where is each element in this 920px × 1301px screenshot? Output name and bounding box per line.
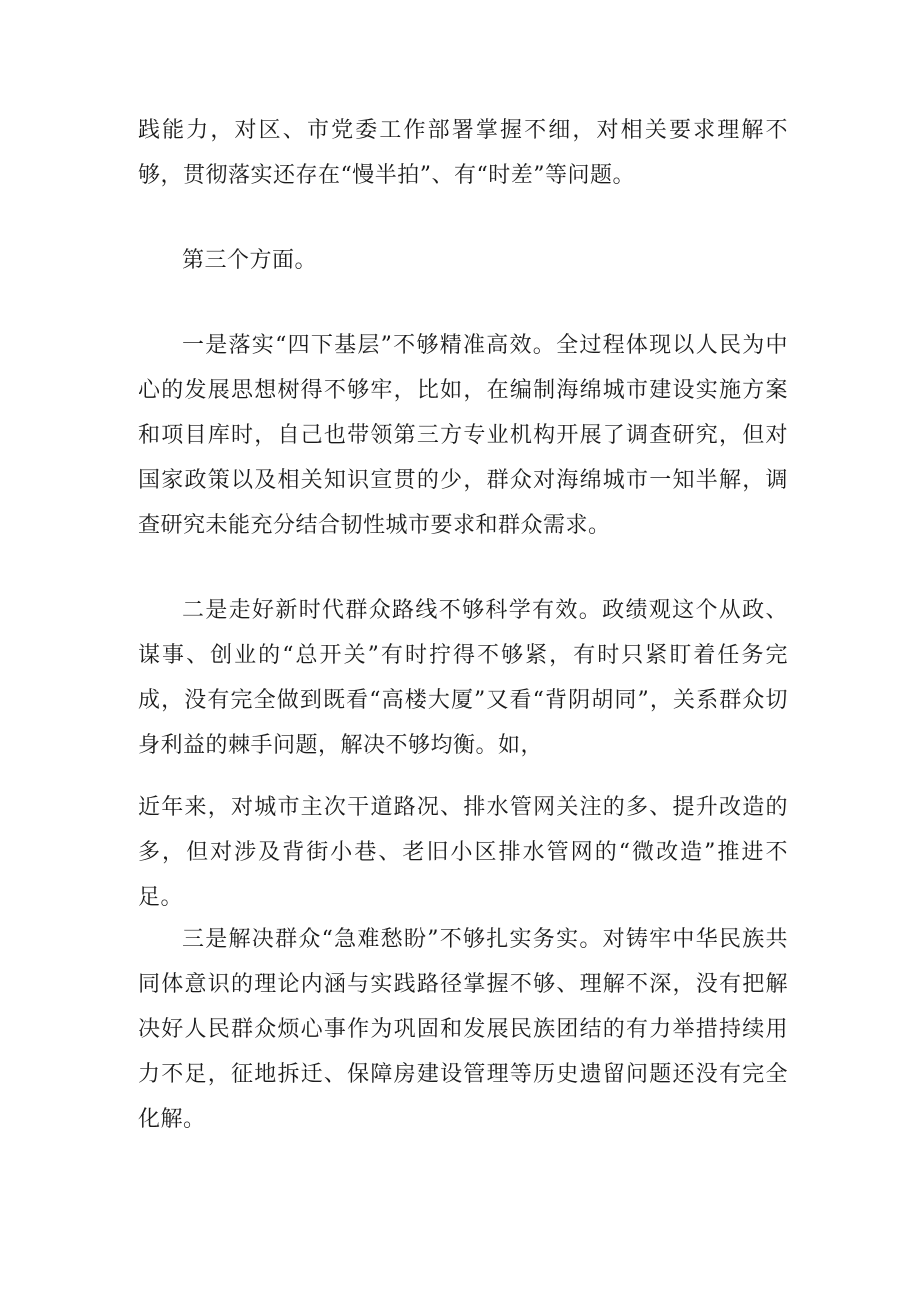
paragraph-point-one: 一是落实“四下基层”不够精准高效。全过程体现以人民为中心的发展思想树得不够牢，比如，在编制海绵城市建设实施方案和项目库时，自己也带领第三方专业机构开展了调查研究，但对国家政策以及相关知识宣贯的少，群众对海绵城市一知半解，调查研究未能充分结合韧性城市要求和群众需求。 [138,333,788,538]
paragraph-point-three: 三是解决群众“急难愁盼”不够扎实务实。对铸牢中华民族共同体意识的理论内涵与实践路径掌握不够、理解不深，没有把解决好人民群众烦心事作为巩固和发展民族团结的有力举措持续用力不足，征地拆迁、保障房建设管理等历史遗留问题还没有完全化解。 [138,927,788,1132]
section-heading: 第三个方面。 [182,248,318,273]
paragraph-continuation: 践能力，对区、市党委工作部署掌握不细，对相关要求理解不够，贯彻落实还存在“慢半拍”、有“时差”等问题。 [138,118,788,188]
paragraph-point-two-continued: 近年来，对城市主次干道路况、排水管网关注的多、提升改造的多，但对涉及背街小巷、老旧小区排水管网的“微改造”推进不足。 [138,795,788,910]
paragraph-point-two: 二是走好新时代群众路线不够科学有效。政绩观这个从政、谋事、创业的“总开关”有时拧得不够紧，有时只紧盯着任务完成，没有完全做到既看“高楼大厦”又看“背阴胡同”，关系群众切身利益的棘手问题，解决不够均衡。如， [138,598,788,758]
